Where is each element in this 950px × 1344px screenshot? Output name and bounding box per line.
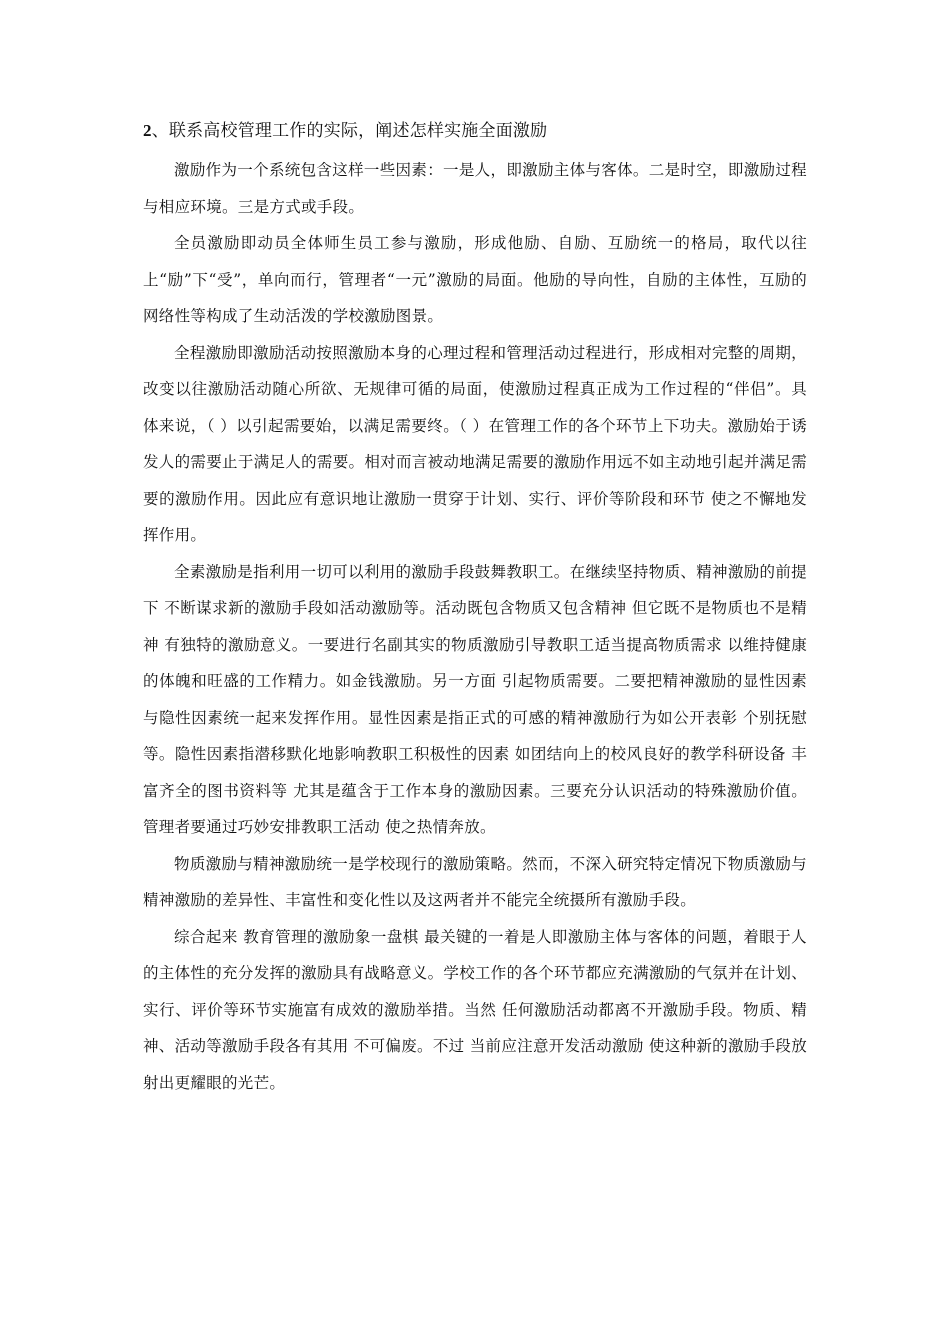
paragraph-whole-process-incentive: 全程激励即激励活动按照激励本身的心理过程和管理活动过程进行，形成相对完整的周期，改变以往激励活动随心所欲、无规律可循的局面，使激励过程真正成为工作过程的“伴侣”。具体来说，（ ）以引起需要始，以满足需要终。（ ）在管理工作的各个环节上下功夫。激励始于诱发人的需要止于满足人的需要。相对而言被动地满足需要的激励作用远不如主动地引起并满足需要的激励作用。因此应有意识地让激励一贯穿于计划、实行、评价等阶段和环节 使之不懈地发挥作用。: [143, 343, 807, 544]
section-title: 、联系高校管理工作的实际，阐述怎样实施全面激励: [151, 121, 548, 141]
paragraph-all-factor-incentive: 全素激励是指利用一切可以利用的激励手段鼓舞教职工。在继续坚持物质、精神激励的前提下 不断谋求新的激励手段如活动激励等。活动既包含物质又包含精神 但它既不是物质也不是精神 有独特的激励意义。一要进行名副其实的物质激励引导教职工适当提高物质需求 以维持健康的体魄和旺盛的工作精力。如金钱激励。另一方面 引起物质需要。二要把精神激励的显性因素与隐性因素统一起来发挥作用。显性因素是指正式的可感的精神激励行为如公开表彰 个别抚慰等。隐性因素指潜移默化地影响教职工积极性的因素 如团结向上的校风良好的教学科研设备 丰富齐全的图书资料等 尤其是蕴含于工作本身的激励因素。三要充分认识活动的特殊激励价值。管理者要通过巧妙安排教职工活动 使之热情奔放。: [143, 562, 807, 836]
paragraph-summary: 综合起来 教育管理的激励象一盘棋 最关键的一着是人即激励主体与客体的问题，着眼于人的主体性的充分发挥的激励具有战略意义。学校工作的各个环节都应充满激励的气氛并在计划、实行、评价等环节实施富有成效的激励举措。当然 任何激励活动都离不开激励手段。物质、精神、活动等激励手段各有其用 不可偏废。不过 当前应注意开发活动激励 使这种新的激励手段放射出更耀眼的光芒。: [143, 927, 807, 1092]
document-page: [143, 118, 807, 1101]
section-heading: [143, 118, 807, 144]
paragraph-all-staff-incentive: 全员激励即动员全体师生员工参与激励，形成他励、自励、互励统一的格局，取代以往上“励”下“受”，单向而行，管理者“一元”激励的局面。他励的导向性，自励的主体性，互励的网络性等构成了生动活泼的学校激励图景。: [143, 234, 807, 325]
section-number: 2: [143, 121, 152, 140]
paragraph-system-factors: 激励作为一个系统包含这样一些因素：一是人，即激励主体与客体。二是时空，即激励过程与相应环境。三是方式或手段。: [143, 161, 807, 216]
paragraph-material-spiritual: 物质激励与精神激励统一是学校现行的激励策略。然而，不深入研究特定情况下物质激励与精神激励的差异性、丰富性和变化性以及这两者并不能完全统摄所有激励手段。: [143, 854, 807, 909]
